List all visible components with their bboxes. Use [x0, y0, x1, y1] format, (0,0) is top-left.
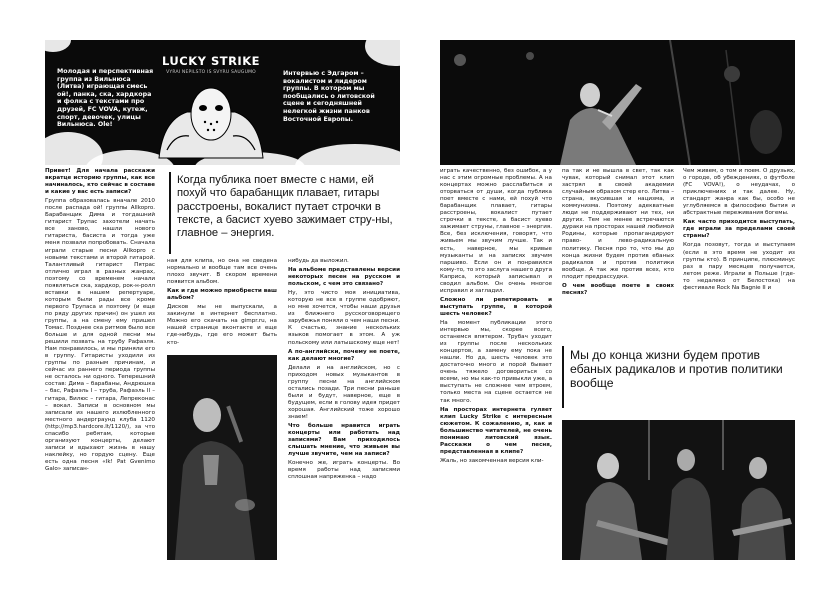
right-col2-paragraph: па так и не вышла в свет, так как чувак, который снимал этот клип застрял в своей академии случайным образом стер его. Литва – страна, вкусившая и нацизма, и коммунизма. Поэтому адекватные люди не поддерживают ни тех, ни других. Тем не менее встречаются дураки на просторах нашей любимой Родины, которые пропагандируют право- и лево-радикальную политику. Песня про то, что мы до конца жизни будем против ебаных радикалов и против политики вообще. А так же против всех, кто плодит предрассудки.	[562, 168, 674, 280]
left-col3-paragraph: Ну, это чисто моя инициатива, которую не все в группе одобряют, но мне хочется, чтобы наши друзья из ближнего русскоговорящего зарубежья поняли о чем наши песни. К счастью, знание нескольких языков помогает в этом. А уж польскому или латышскому еще нет!	[288, 290, 400, 346]
concert-photo-top	[440, 40, 795, 165]
left-page	[45, 40, 400, 560]
right-page	[440, 40, 795, 560]
left-col3-question: На альбоме представлены версии некоторых песен на русском и польском, с чем это связано?	[288, 267, 400, 288]
left-col3-question: Что больше нравится играть концерты или работать над записями? Вам приходилось слышать мнение, что живьем вы лучше звучите, чем на записи?	[288, 423, 400, 458]
right-col2-question: О чем вообще поете в своих песнях?	[562, 282, 674, 296]
left-col1-paragraph: Группа образовалась вначале 2010 после распада ой! группы Allkopro. Барабанщик Дима и тогдашний гитарист Трупас захотели начать все заново, нашли нового гитариста, басиста и тогда уже меня позвали попробовать. Сначала играли старые песни Allkopro с новыми текстами и второй гитарой. Талантливый гитарист Пятрас отлично играл в разных жанрах, поэтому со временем начали появляться ска, хардкор, рок-н-ролл вставки в нашем репертуаре, которым были рады все кроме первого Трупаса и поэтому (и еще по ряду других причин) он ушел из группы, а на смену ему пришел Томас. Позднее ска ритмов было все больше и для одной песни мы решили позвать на трубу Рафаэля. Нам понравилось, и мы приняли его в группу. Гитаристы уходили из группы по разным причинам, и сейчас из раннего периода группы не осталось ни одного. Теперешний состав: Дима – барабаны, Андрюшка – бас, Рафаэль I – труба, Рафаэль II – гитара, Вилюс – гитара, Лепреконас – вокал. Записи в основном мы записали из нашего излюбленного местного андерграунд клуба 1120 (http://mp3.hardcore.lt/1120/), за что спасибо ребятам, которые организуют концерты, делают записи и вдыхают жизнь в нашу наклейку, но гордую сцену. Еще есть одна песня «Ik! Pat Gvenimo Galo» записан-	[45, 198, 155, 472]
intro-left-text: Молодая и перспективная группа из Вильнюса (Литва) играющая смесь ой!, панка, ска, хардкора и фолка с текстами про друзей, FC VOVA, кутеж, спорт, девочек, улицы Вильнюса. Ole!	[57, 68, 154, 129]
left-col3-question: А по-английски, почему не поете, как делают многие?	[288, 348, 400, 362]
right-col1-paragraph: Жаль, но закомченная версия кли-	[440, 457, 544, 464]
band-photo	[562, 420, 795, 560]
band-logo	[153, 50, 269, 160]
logo-title: LUCKY STRIKE	[162, 54, 260, 68]
left-column-3	[288, 258, 400, 560]
left-col3-paragraph: Конечно же, играть концерты. Во время работы над записями сплошная напряженка – надо	[288, 460, 400, 481]
right-col1-paragraph: играть качественно, без ошибок, а у нас с этим огромные проблемы. А на концертах можно расслабиться и оторваться от души, когда публика поет вместе с нами, ей похуй что барабанщик плавает, гитары расстроены, вокалист путает строчки в тексте, а басист хуево зажимает струны, главное – энергия. Все, без исключения, говорят, что живьем мы звучим лучше. Так и есть, наверное, мы кривые музыканты и на записях звучим паршиво. Если он и понравился кому-то, то это заслуга нашего друга Каприса, который записывал и сводил альбом. Он очень многое исправил и загладил.	[440, 168, 552, 294]
intro-right-text: Интервью с Эдгаром – вокалистом и лидером группы. В котором мы пообщались о литовской сцене и сегодняшней нелегкой жизни панков Восточной Европы.	[283, 70, 375, 123]
logo-subtitle: VYRAI NEPILSTO IS SVYRU SAUGUMO	[166, 70, 256, 75]
singer-photo	[167, 355, 277, 560]
right-col3-paragraph: Когда позовут, тогда и выступаем (если в это время не уходит из группы кто). В принципе, плюсминус раз в пару месяцев получается, летом реже. Играли в Польше (где-то недалеко от Белостока) на фестивале Rock Na Bagnie II и	[683, 242, 795, 291]
pullquote-left: Когда публика поет вместе с нами, ей похуй что барабанщик плавает, гитары расстроены, вокалист путает строчки в тексте, а басист хуево зажимает стру-ны, главное – энергия.	[169, 172, 402, 254]
right-column-1	[440, 168, 552, 560]
pullquote-right: Мы до конца жизни будем против ебаных радикалов и против политики вообще	[562, 346, 797, 408]
left-column-1	[45, 168, 155, 560]
left-col3-paragraph: Делали и на английском, но с приходом новых музыкантов в группу песни на английском остались позади. Три песни раньше были и будут, наверное, еще в будущем, если в голову идея придет хорошая. Английский тоже хорошо знаем!	[288, 364, 400, 420]
right-col1-question: На просторах интернета гуляет клип Lucky Strike с интересным сюжетом. К сожалению, я, как и большинство читателей, не очень понимаю литовский язык. Расскажи о чем песня, представленная в клипе?	[440, 406, 552, 455]
left-column-2	[167, 258, 277, 354]
right-col3-paragraph: Чем живем, о том и поем. О друзьях, о городе, об убеждениях, о футболе (FC VOVA!), о неудачах, о приключениях и так далее. Ну, стандарт жанра как бы, особо не углубляемся в философию бытия и абстрактные переживания богемы.	[683, 168, 795, 217]
col2-answer: Дисков мы не выпускали, а закинули в интернет бесплатно. Можно его скачать на gimpr.ru, на нашей странице вконтакте и еще где-нибудь, где его может быть кто-	[167, 304, 277, 346]
col2-question: Как и где можно приобрести ваш альбом?	[167, 288, 277, 302]
right-column-2	[562, 168, 674, 344]
left-col3-paragraph: нибудь да выложил.	[288, 258, 349, 264]
right-col1-paragraph: На момент публикации этого интервью мы, скорее всего, останемся впятером. Трубач уходит из группы после нескольких концертов, а замену ему пока не нашли. Но да, шесть человек это достаточно много и порой бывает очень тяжело договориться со всеми, но мы как-то привыкли уже, а выступать не сложнее чем втроем, только места на сцене остается не так много.	[440, 319, 552, 404]
right-column-3	[683, 168, 795, 344]
right-col1-question: Сложно ли репетировать и выступать группе, в которой шесть человек?	[440, 296, 552, 317]
left-col1-question: Привет! Для начала расскажи вкратце историю группы, как все начиналось, кто сейчас в составе и какие у вас есть записи?	[45, 168, 155, 196]
col2-top-text: ная для клипа, но она не сведена нормально и вообще там все очень плохо звучит. В скором времени появится альбом.	[167, 258, 277, 286]
right-col3-question: Как часто приходится выступать, где играли за пределами своей страны?	[683, 219, 795, 240]
left-banner	[45, 40, 400, 165]
